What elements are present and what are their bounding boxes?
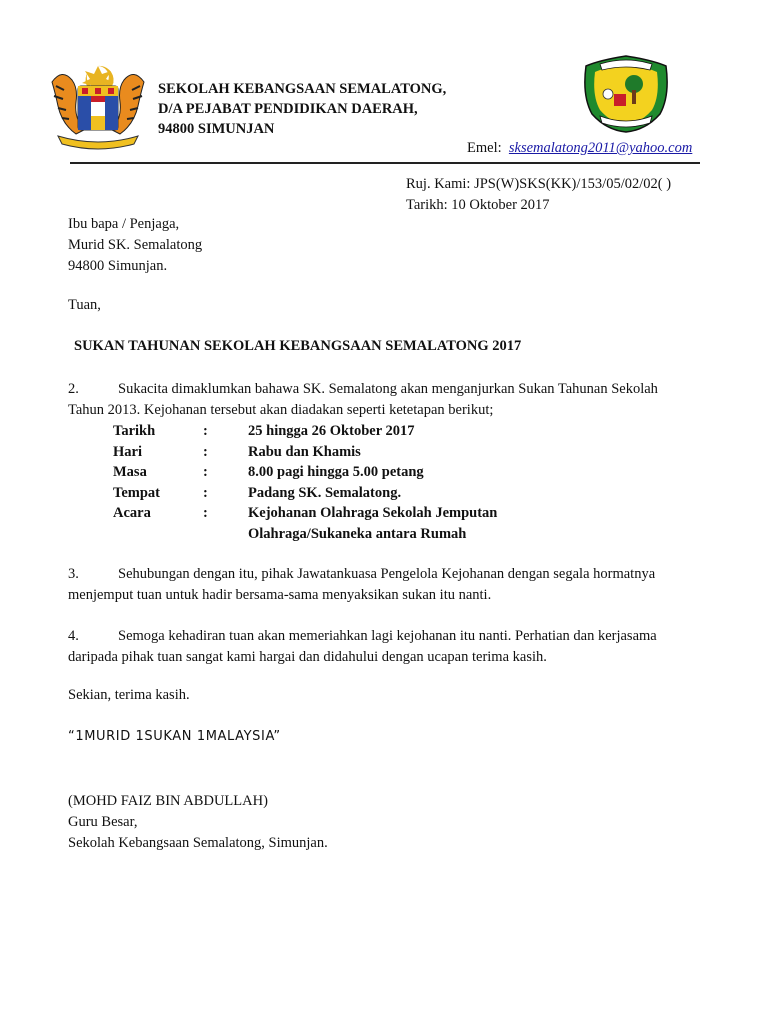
signatory-title: Guru Besar, bbox=[68, 814, 138, 830]
subject-heading: SUKAN TAHUNAN SEKOLAH KEBANGSAAN SEMALATONG 2017 bbox=[74, 338, 522, 354]
detail-value: Olahraga/Sukaneka antara Rumah bbox=[248, 525, 467, 542]
reference-block bbox=[406, 174, 671, 216]
motto: “1MURID 1SUKAN 1MALAYSIA” bbox=[68, 729, 281, 744]
detail-colon: : bbox=[203, 484, 208, 501]
detail-value: Padang SK. Semalatong. bbox=[248, 484, 402, 501]
signatory-name: (MOHD FAIZ BIN ABDULLAH) bbox=[68, 793, 268, 809]
header-divider bbox=[70, 162, 700, 164]
paragraph-2 bbox=[68, 379, 708, 420]
paragraph-text: daripada pihak tuan sangat kami hargai dan didahului dengan ucapan terima kasih. bbox=[68, 648, 547, 665]
event-details bbox=[113, 421, 548, 544]
detail-key: Masa bbox=[113, 464, 147, 480]
detail-key: Hari bbox=[113, 443, 142, 460]
school-name: SEKOLAH KEBANGSAAN SEMALATONG, bbox=[158, 81, 447, 97]
email-link[interactable]: sksemalatong2011@yahoo.com bbox=[508, 140, 693, 156]
detail-row bbox=[113, 462, 548, 483]
recipient-line: Murid SK. Semalatong bbox=[68, 237, 203, 253]
detail-key: Tempat bbox=[113, 484, 160, 501]
closing: Sekian, terima kasih. bbox=[68, 687, 190, 703]
paragraph-number: 3. bbox=[68, 566, 79, 582]
detail-colon: : bbox=[203, 423, 208, 439]
detail-row bbox=[113, 503, 548, 524]
email-line bbox=[467, 140, 692, 157]
detail-key: Acara bbox=[113, 505, 151, 521]
paragraph-number: 2. bbox=[68, 381, 79, 397]
detail-colon: : bbox=[203, 443, 208, 460]
detail-value: Rabu dan Khamis bbox=[248, 443, 361, 460]
recipient-line: 94800 Simunjan. bbox=[68, 258, 168, 274]
detail-row bbox=[113, 442, 548, 463]
signature-block bbox=[68, 791, 328, 854]
paragraph-text: Sehubungan dengan itu, pihak Jawatankuasa Pengelola Kejohanan dengan segala hormatnya bbox=[118, 566, 656, 582]
detail-key bbox=[113, 524, 203, 545]
recipient-block bbox=[68, 214, 202, 277]
detail-row bbox=[113, 421, 548, 442]
school-postcode-line: 94800 SIMUNJAN bbox=[158, 121, 275, 137]
detail-row bbox=[113, 524, 548, 545]
school-crest-icon bbox=[578, 54, 674, 134]
coat-of-arms-icon bbox=[44, 62, 152, 150]
detail-colon: : bbox=[203, 464, 208, 480]
detail-row bbox=[113, 483, 548, 504]
detail-value: 8.00 pagi hingga 5.00 petang bbox=[248, 464, 424, 480]
salutation: Tuan, bbox=[68, 297, 101, 313]
paragraph-4 bbox=[68, 626, 708, 667]
paragraph-3 bbox=[68, 564, 708, 605]
paragraph-text: menjemput tuan untuk hadir bersama-sama menyaksikan sukan itu nanti. bbox=[68, 586, 492, 603]
reference-number: Ruj. Kami: JPS(W)SKS(KK)/153/05/02/02( ) bbox=[406, 176, 672, 192]
detail-value: 25 hingga 26 Oktober 2017 bbox=[248, 423, 415, 439]
school-address-line: D/A PEJABAT PENDIDIKAN DAERAH, bbox=[158, 101, 418, 117]
detail-key: Tarikh bbox=[113, 423, 156, 439]
recipient-line: Ibu bapa / Penjaga, bbox=[68, 216, 180, 232]
paragraph-text: Tahun 2013. Kejohanan tersebut akan diadakan seperti ketetapan berikut; bbox=[68, 401, 494, 418]
signatory-org: Sekolah Kebangsaan Semalatong, Simunjan. bbox=[68, 835, 328, 851]
email-label: Emel: bbox=[467, 140, 502, 156]
detail-value: Kejohanan Olahraga Sekolah Jemputan bbox=[248, 505, 498, 521]
paragraph-text: Semoga kehadiran tuan akan memeriahkan lagi kejohanan itu nanti. Perhatian dan kerjasama bbox=[118, 628, 657, 644]
paragraph-text: Sukacita dimaklumkan bahawa SK. Semalatong akan menganjurkan Sukan Tahunan Sekolah bbox=[118, 381, 658, 397]
detail-colon bbox=[203, 524, 248, 545]
letterhead bbox=[158, 79, 446, 139]
letter-date: Tarikh: 10 Oktober 2017 bbox=[406, 197, 550, 213]
detail-colon: : bbox=[203, 505, 208, 521]
paragraph-number: 4. bbox=[68, 628, 79, 644]
